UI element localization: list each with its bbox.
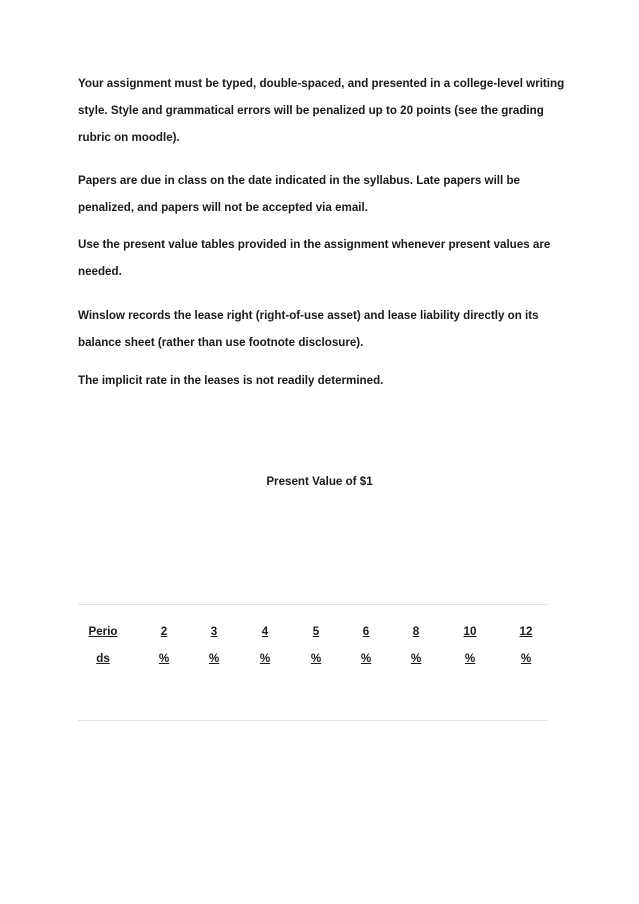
header-bottom-text: %: [259, 652, 271, 665]
header-top-text: 2: [160, 625, 168, 638]
header-top-text: 12: [519, 625, 533, 638]
header-top-text: 10: [463, 625, 477, 638]
table-top-rule: [78, 604, 547, 605]
instruction-paragraph-implicit-rate: The implicit rate in the leases is not readily determined.: [78, 374, 384, 387]
instruction-paragraph-format: Your assignment must be typed, double-spaced, and presented in a college-level writing style. Style and grammatical errors will be penalized up to 20 points (see the grading rubric on moodle).: [78, 77, 565, 144]
instruction-paragraph-lease-right: Winslow records the lease right (right-of-use asset) and lease liability directly on its balance sheet (rather than use footnote disclosure).: [78, 309, 539, 349]
header-top-text: 6: [362, 625, 370, 638]
table-title: Present Value of $1: [266, 475, 373, 488]
instruction-paragraph-pv-tables: Use the present value tables provided in the assignment whenever present values are needed.: [78, 238, 551, 278]
table-header-3pct: [189, 618, 239, 672]
table-bottom-rule: [78, 720, 547, 721]
table-header-2pct: [139, 618, 189, 672]
table-header-10pct: [445, 618, 495, 672]
header-bottom-text: %: [310, 652, 322, 665]
header-bottom-text: %: [520, 652, 532, 665]
header-top-text: 3: [210, 625, 218, 638]
header-bottom-text: %: [158, 652, 170, 665]
table-header-4pct: [240, 618, 290, 672]
header-top-text: 4: [261, 625, 269, 638]
header-bottom-text: %: [464, 652, 476, 665]
header-bottom-text: %: [360, 652, 372, 665]
table-header-5pct: [291, 618, 341, 672]
header-bottom-text: %: [208, 652, 220, 665]
instruction-paragraph-due-date: Papers are due in class on the date indicated in the syllabus. Late papers will be penalized, and papers will not be accepted via email.: [78, 174, 520, 214]
table-header-6pct: [341, 618, 391, 672]
table-header-periods: [78, 618, 128, 672]
header-bottom-text: %: [410, 652, 422, 665]
table-header-12pct: [501, 618, 551, 672]
table-header-8pct: [391, 618, 441, 672]
header-top-text: 8: [412, 625, 420, 638]
header-top-text: 5: [312, 625, 320, 638]
header-top-text: Perio: [88, 625, 118, 638]
header-bottom-text: ds: [96, 652, 110, 665]
